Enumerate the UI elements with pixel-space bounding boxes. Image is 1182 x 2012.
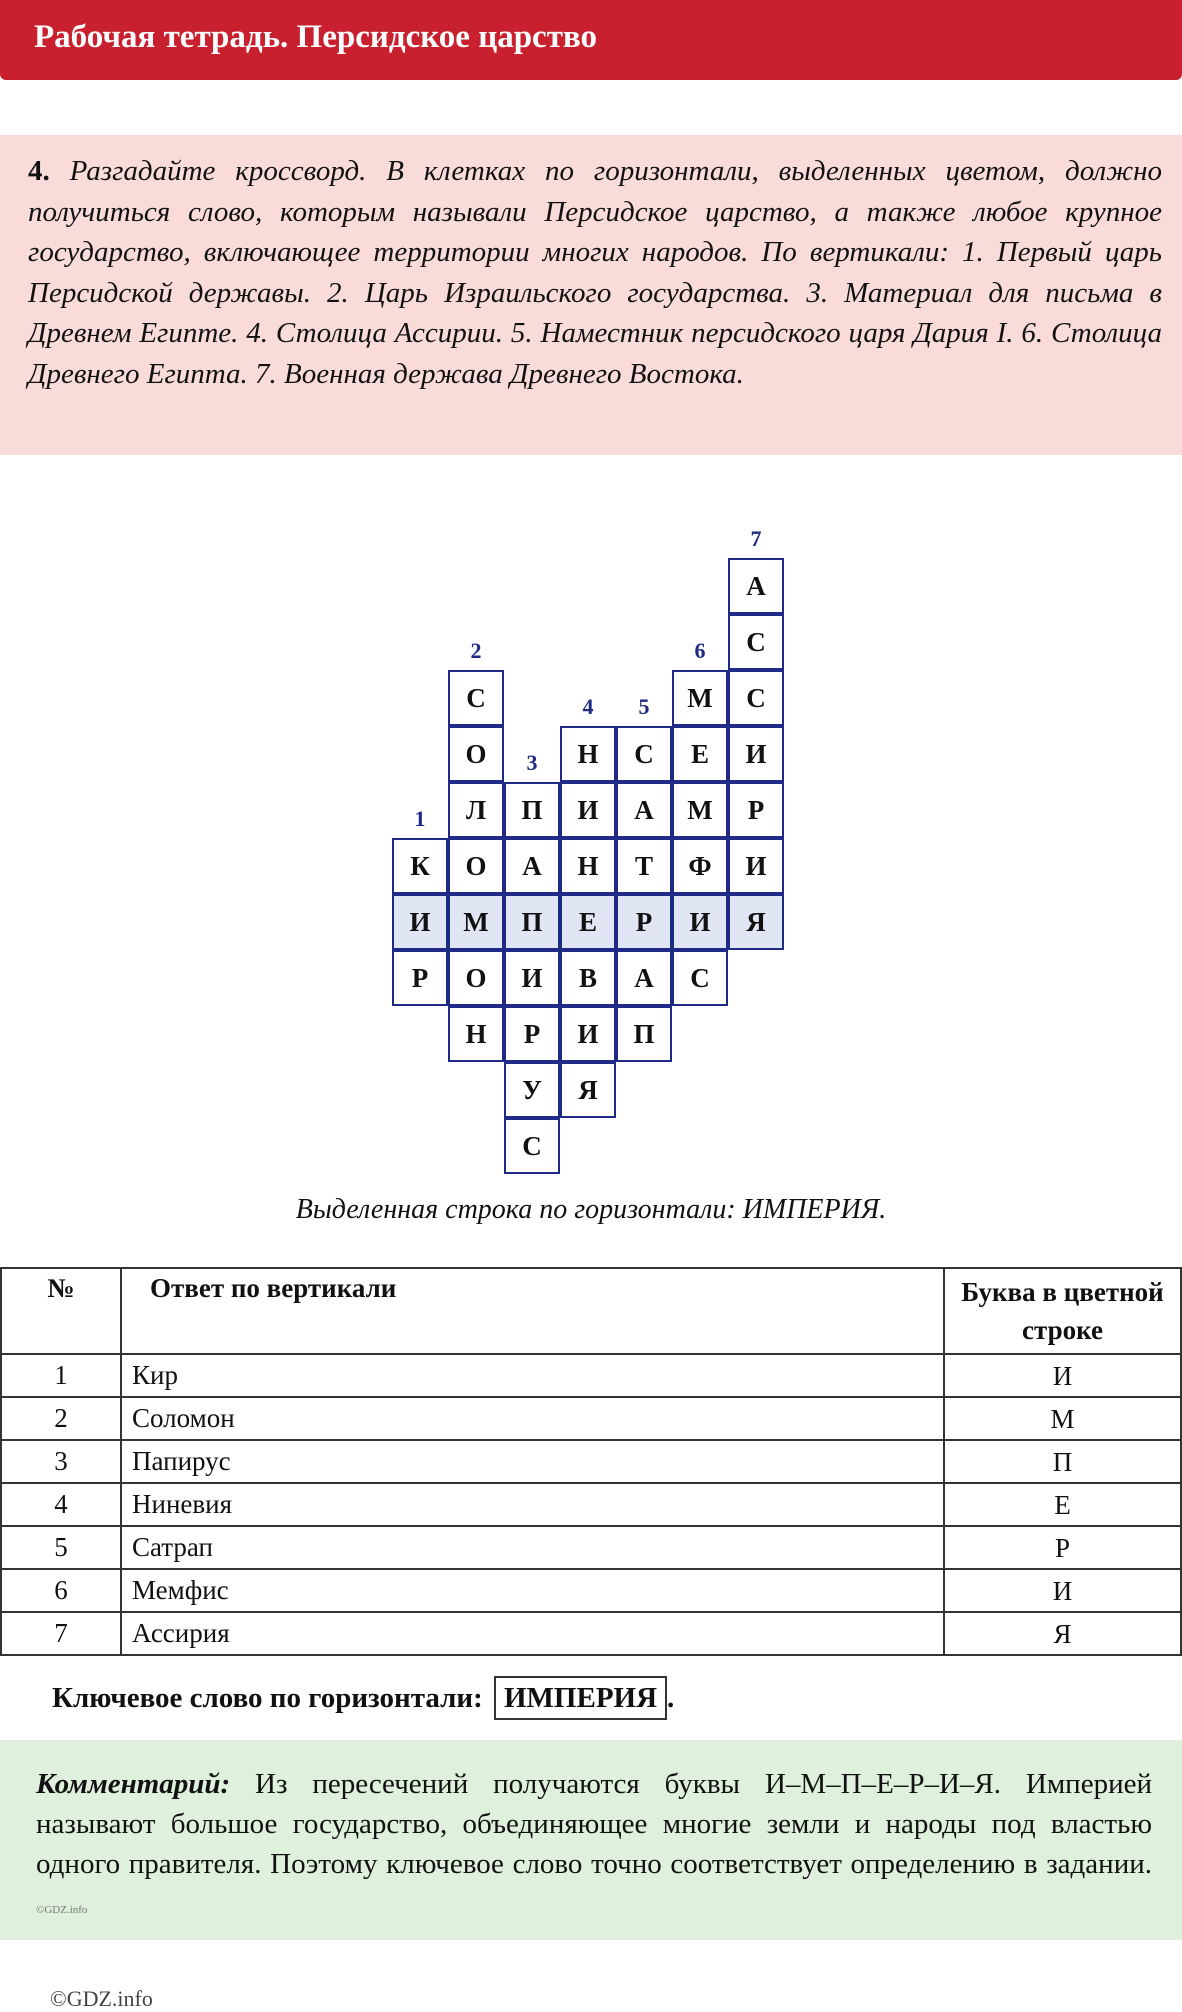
- page-title: Рабочая тетрадь. Персидское царство: [0, 0, 1182, 80]
- table-row: [1, 1569, 1181, 1612]
- crossword-cell: К: [392, 838, 448, 894]
- crossword-cell: О: [448, 726, 504, 782]
- keyword-label: Ключевое слово по горизонтали:: [52, 1682, 483, 1714]
- footer-copyright: ©GDZ.info: [50, 1986, 153, 2011]
- row-answer: Соломон: [121, 1397, 944, 1440]
- keyword-line: [52, 1676, 674, 1720]
- crossword-cell: П: [504, 782, 560, 838]
- crossword-cell: С: [504, 1118, 560, 1174]
- row-letter: И: [944, 1354, 1181, 1397]
- crossword-cell: П: [504, 894, 560, 950]
- row-number: 5: [1, 1526, 121, 1569]
- task-text: Разгадайте кроссворд. В клетках по горизонтали, выделенных цветом, должно получиться слово, которым называли Персидское царство, а также любое крупное государство, включающее территории многих народов. По вертикали: 1. Первый царь Персидской державы. 2. Царь Израильского государства. 3. Материал для письма в Древнем Египте. 4. Столица Ассирии. 5. Наместник персидского царя Дария I. 6. Столица Древнего Египта. 7. Военная держава Древнего Востока.: [28, 155, 1163, 390]
- crossword-cell: Н: [448, 1006, 504, 1062]
- keyword-period: .: [667, 1682, 675, 1714]
- column-header-answer: Ответ по вертикали: [121, 1268, 944, 1354]
- table-row: [1, 1612, 1181, 1655]
- crossword-cell: И: [672, 894, 728, 950]
- crossword-cell: И: [560, 782, 616, 838]
- crossword-cell: И: [728, 726, 784, 782]
- crossword-cell: Р: [392, 950, 448, 1006]
- row-answer: Кир: [121, 1354, 944, 1397]
- column-header-letter: Буква в цветной строке: [944, 1268, 1181, 1354]
- crossword-grid: [392, 526, 790, 1186]
- crossword-cell: С: [728, 614, 784, 670]
- comment-watermark: ©GDZ.info: [36, 1904, 88, 1916]
- crossword-cell: Л: [448, 782, 504, 838]
- crossword-cell: В: [560, 950, 616, 1006]
- crossword-cell: Н: [560, 726, 616, 782]
- row-letter: Р: [944, 1526, 1181, 1569]
- crossword-cell: А: [504, 838, 560, 894]
- crossword-cell: Р: [616, 894, 672, 950]
- table-row: [1, 1354, 1181, 1397]
- row-answer: Ассирия: [121, 1612, 944, 1655]
- highlighted-row-caption: Выделенная строка по горизонтали: ИМПЕРИЯ.: [295, 1194, 887, 1225]
- table-row: [1, 1440, 1181, 1483]
- comment-box: [0, 1740, 1182, 1940]
- crossword-cell: Н: [560, 838, 616, 894]
- clue-number-1: 1: [414, 806, 426, 831]
- crossword-cell: М: [672, 670, 728, 726]
- crossword-cell: С: [616, 726, 672, 782]
- table-row: [1, 1397, 1181, 1440]
- comment-lead: Комментарий:: [36, 1768, 231, 1800]
- crossword-cell: И: [392, 894, 448, 950]
- row-letter: И: [944, 1569, 1181, 1612]
- task-box: [0, 135, 1182, 455]
- crossword-cell: М: [448, 894, 504, 950]
- row-letter: М: [944, 1397, 1181, 1440]
- column-header-number: №: [1, 1268, 121, 1354]
- row-number: 4: [1, 1483, 121, 1526]
- crossword-cell: А: [616, 950, 672, 1006]
- table-row: [1, 1526, 1181, 1569]
- clue-number-6: 6: [694, 638, 706, 663]
- crossword-cell: Я: [560, 1062, 616, 1118]
- row-number: 7: [1, 1612, 121, 1655]
- crossword-cell: А: [616, 782, 672, 838]
- crossword-cell: С: [728, 670, 784, 726]
- crossword-cell: И: [728, 838, 784, 894]
- keyword-answer-box: ИМПЕРИЯ: [494, 1676, 667, 1720]
- row-number: 1: [1, 1354, 121, 1397]
- crossword-cell: А: [728, 558, 784, 614]
- answers-table: [0, 1267, 1182, 1656]
- row-letter: П: [944, 1440, 1181, 1483]
- crossword-cell: Р: [728, 782, 784, 838]
- crossword-cell: О: [448, 950, 504, 1006]
- row-number: 2: [1, 1397, 121, 1440]
- table-row: [1, 1483, 1181, 1526]
- crossword-cell: С: [672, 950, 728, 1006]
- crossword-cell: С: [448, 670, 504, 726]
- crossword-cell: О: [448, 838, 504, 894]
- clue-number-5: 5: [638, 694, 650, 719]
- crossword-cell: Т: [616, 838, 672, 894]
- crossword-cell: Р: [504, 1006, 560, 1062]
- row-number: 6: [1, 1569, 121, 1612]
- row-number: 3: [1, 1440, 121, 1483]
- row-answer: Мемфис: [121, 1569, 944, 1612]
- row-letter: Е: [944, 1483, 1181, 1526]
- crossword-cell: И: [560, 1006, 616, 1062]
- row-answer: Папирус: [121, 1440, 944, 1483]
- crossword-cell: Е: [560, 894, 616, 950]
- crossword-cell: Я: [728, 894, 784, 950]
- clue-number-4: 4: [582, 694, 594, 719]
- crossword-cell: У: [504, 1062, 560, 1118]
- row-answer: Сатрап: [121, 1526, 944, 1569]
- crossword-cell: М: [672, 782, 728, 838]
- crossword-cell: Е: [672, 726, 728, 782]
- task-number: 4.: [28, 155, 50, 187]
- row-letter: Я: [944, 1612, 1181, 1655]
- comment-text: Из пересечений получаются буквы И–М–П–Е–Р–И–Я. Империей называют большое государство, объединяющее многие земли и народы под властью одного правителя. Поэтому ключевое слово точно соответствует определению в задании.: [36, 1768, 1152, 1880]
- row-answer: Ниневия: [121, 1483, 944, 1526]
- crossword-cell: П: [616, 1006, 672, 1062]
- clue-number-2: 2: [470, 638, 482, 663]
- table-header-row: [1, 1268, 1181, 1354]
- clue-number-7: 7: [750, 526, 762, 551]
- clue-number-3: 3: [526, 750, 538, 775]
- crossword-cell: Ф: [672, 838, 728, 894]
- crossword-cell: И: [504, 950, 560, 1006]
